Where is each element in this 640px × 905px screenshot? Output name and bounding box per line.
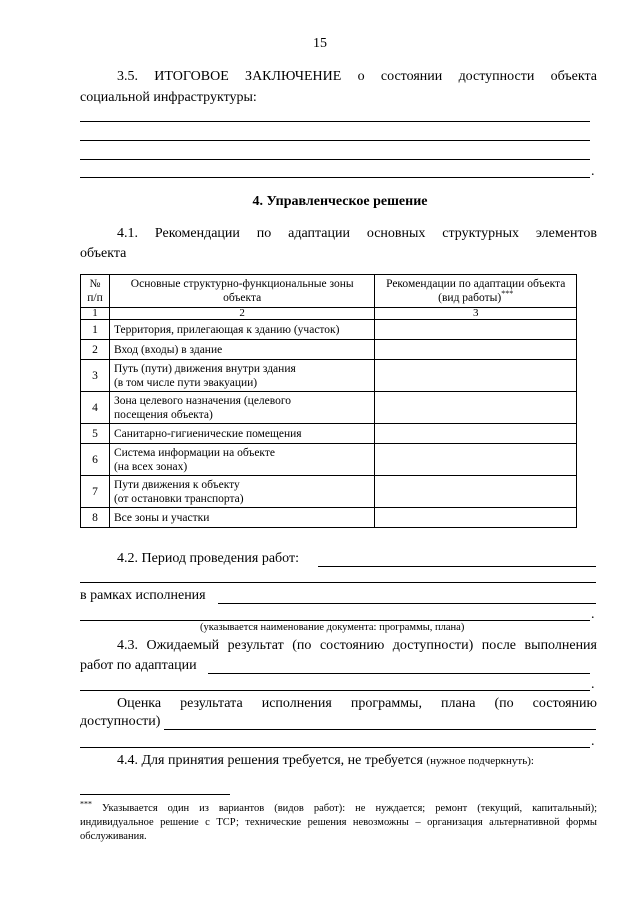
row-zone-line: Система информации на объекте (113, 446, 275, 459)
row-recommendation[interactable] (375, 360, 577, 392)
header-recommendations-text: Рекомендации по адаптации объекта (вид работы) (386, 278, 566, 304)
row-zone-line: Пути движения к объекту (113, 478, 240, 491)
table-row (81, 444, 577, 476)
decision-text: 4.4. Для принятия решения требуется, не требуется (117, 753, 423, 768)
row-zone-line: посещения объекта) (113, 408, 213, 421)
expected-input-line[interactable] (208, 673, 590, 674)
table-index-row (81, 308, 577, 320)
header-recommendations (375, 275, 577, 308)
row-zone (109, 444, 374, 476)
end-dot: . (591, 677, 595, 692)
blank-line (80, 121, 590, 122)
table-row (81, 508, 577, 528)
row-recommendation[interactable] (375, 476, 577, 508)
blank-line (80, 177, 590, 178)
table-row (81, 320, 577, 340)
decision-line (117, 752, 534, 770)
row-zone-line: (от остановки транспорта) (113, 492, 244, 505)
table-row (81, 340, 577, 360)
table-row (81, 476, 577, 508)
row-zone (109, 360, 374, 392)
blank-line (80, 620, 590, 621)
blank-line (80, 747, 590, 748)
footnote-line3: обслуживания. (80, 831, 147, 842)
index-cell: 1 (81, 308, 110, 320)
decision-hint: (нужное подчеркнуть): (426, 755, 534, 767)
period-input-line[interactable] (318, 566, 596, 567)
footnote-separator (80, 794, 230, 795)
row-zone (109, 476, 374, 508)
row-recommendation[interactable] (375, 340, 577, 360)
header-zones: Основные структурно-функциональные зоны объекта (109, 275, 374, 308)
recommendations-line1: 4.1. Рекомендации по адаптации основных структурных элементов (117, 226, 597, 241)
recommendations-line2: объекта (80, 246, 127, 261)
row-recommendation[interactable] (375, 424, 577, 444)
conclusion-line1: 3.5. ИТОГОВОЕ ЗАКЛЮЧЕНИЕ о состоянии доступности объекта (117, 69, 597, 84)
evaluation-line2: доступности) (80, 714, 161, 729)
row-zone-line: (в том числе пути эвакуации) (113, 376, 258, 389)
period-label: 4.2. Период проведения работ: (117, 551, 300, 566)
row-zone (109, 392, 374, 424)
footnote (80, 799, 598, 844)
row-num: 4 (81, 392, 110, 424)
expected-line1: 4.3. Ожидаемый результат (по состоянию доступности) после выполнения (117, 638, 597, 653)
footnote-mark: *** (501, 289, 514, 299)
row-zone-line: Зона целевого назначения (целевого (113, 394, 292, 407)
row-recommendation[interactable] (375, 444, 577, 476)
section-title: 4. Управленческое решение (252, 194, 428, 209)
adaptation-table (80, 274, 577, 528)
table-row (81, 424, 577, 444)
end-dot: . (591, 734, 595, 749)
blank-line (80, 582, 596, 583)
document-hint: (указывается наименование документа: программы, плана) (200, 622, 465, 633)
document-input-line[interactable] (218, 603, 596, 604)
table-row (81, 392, 577, 424)
expected-line2: работ по адаптации (80, 658, 197, 673)
index-cell: 2 (109, 308, 374, 320)
row-num: 8 (81, 508, 110, 528)
blank-line (80, 140, 590, 141)
row-zone: Территория, прилегающая к зданию (участок) (109, 320, 374, 340)
within-label: в рамках исполнения (80, 588, 206, 603)
row-num: 5 (81, 424, 110, 444)
table-row (81, 360, 577, 392)
end-dot: . (591, 164, 595, 179)
row-recommendation[interactable] (375, 508, 577, 528)
row-zone-line: Путь (пути) движения внутри здания (113, 362, 296, 375)
footnote-text-1: Указывается один из вариантов (видов работ): не нуждается; ремонт (текущий, капитальный); (102, 803, 598, 814)
row-zone-line: (на всех зонах) (113, 460, 188, 473)
row-num: 2 (81, 340, 110, 360)
page-number: 15 (313, 36, 327, 51)
row-recommendation[interactable] (375, 320, 577, 340)
conclusion-line2: социальной инфраструктуры: (80, 90, 257, 105)
end-dot: . (591, 607, 595, 622)
row-num: 6 (81, 444, 110, 476)
row-num: 3 (81, 360, 110, 392)
row-recommendation[interactable] (375, 392, 577, 424)
header-num: № п/п (81, 275, 110, 308)
footnote-mark: *** (80, 799, 92, 809)
row-zone: Санитарно-гигиенические помещения (109, 424, 374, 444)
index-cell: 3 (375, 308, 577, 320)
footnote-line1 (80, 799, 598, 816)
footnote-line2: индивидуальное решение с ТСР; технические решения невозможны – организация альтернативной формы (80, 817, 597, 828)
table-header-row (81, 275, 577, 308)
row-zone: Вход (входы) в здание (109, 340, 374, 360)
row-num: 1 (81, 320, 110, 340)
evaluation-input-line[interactable] (164, 729, 596, 730)
blank-line (80, 690, 590, 691)
evaluation-line1: Оценка результата исполнения программы, плана (по состоянию (117, 696, 597, 711)
row-zone: Все зоны и участки (109, 508, 374, 528)
blank-line (80, 159, 590, 160)
row-num: 7 (81, 476, 110, 508)
